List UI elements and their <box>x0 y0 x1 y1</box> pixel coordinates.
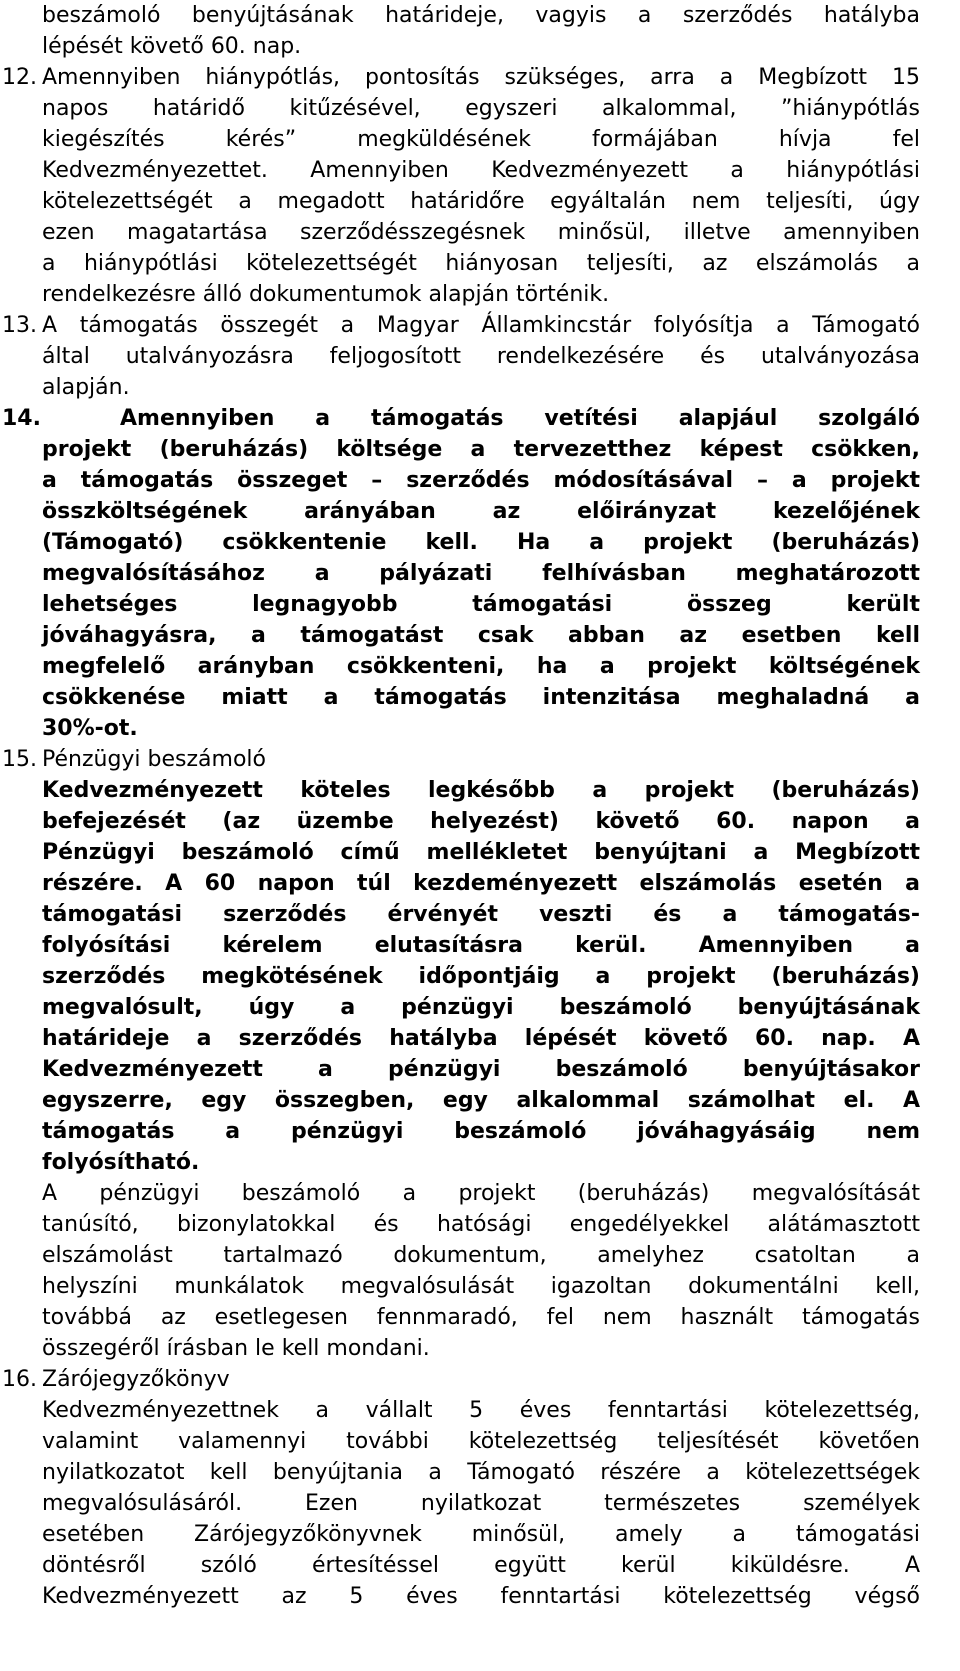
text-line: folyósítható. <box>42 1150 200 1175</box>
text-line: lépését követő 60. nap. <box>42 34 302 59</box>
text-line: döntésről szóló értesítéssel együtt kerül kiküldésre. A <box>42 1553 920 1578</box>
text-line: továbbá az esetlegesen fennmaradó, fel nem használt támogatás <box>42 1305 920 1330</box>
text-line: elszámolást tartalmazó dokumentum, amelyhez csatoltan a <box>42 1243 920 1268</box>
text-line: (Támogató) csökkentenie kell. Ha a projekt (beruházás) <box>42 530 920 555</box>
text-line: által utalványozásra feljogosított rendelkezésére és utalványozása <box>42 344 920 369</box>
text-line: projekt (beruházás) költsége a tervezetthez képest csökken, <box>42 437 920 462</box>
text-line: folyósítási kérelem elutasításra kerül. Amennyiben a <box>42 933 920 958</box>
text-line: kiegészítés kérés” megküldésének formájában hívja fel <box>42 127 920 152</box>
text-line: megvalósulásáról. Ezen nyilatkozat természetes személyek <box>42 1491 920 1516</box>
text-line: támogatási szerződés érvényét veszti és a támogatás- <box>42 902 920 927</box>
text-line: megvalósult, úgy a pénzügyi beszámoló benyújtásának <box>42 995 920 1020</box>
text-line: nyilatkozatot kell benyújtania a Támogató részére a kötelezettségek <box>42 1460 920 1485</box>
text-line: Kedvezményezett az 5 éves fenntartási kötelezettség végső <box>42 1584 920 1609</box>
text-line: a támogatás összeget – szerződés módosításával – a projekt <box>42 468 920 493</box>
text-line: csökkenése miatt a támogatás intenzitása meghaladná a <box>42 685 920 710</box>
text-line: támogatás a pénzügyi beszámoló jóváhagyásáig nem <box>42 1119 920 1144</box>
text-line: megvalósításához a pályázati felhívásban meghatározott <box>42 561 920 586</box>
text-line: határideje a szerződés hatályba lépését követő 60. nap. A <box>42 1026 920 1051</box>
text-line: megfelelő arányban csökkenteni, ha a projekt költségének <box>42 654 920 679</box>
text-line: a hiánypótlási kötelezettségét hiányosan teljesíti, az elszámolás a <box>42 251 920 276</box>
item-number: 12. <box>2 65 37 90</box>
text-line: beszámoló benyújtásának határideje, vagyis a szerződés hatályba <box>42 3 920 28</box>
text-line: jóváhagyásra, a támogatást csak abban az esetben kell <box>42 623 920 648</box>
text-line: szerződés megkötésének időpontjáig a projekt (beruházás) <box>42 964 920 989</box>
text-line: összegéről írásban le kell mondani. <box>42 1336 430 1361</box>
text-line: Kedvezményezett a pénzügyi beszámoló benyújtásakor <box>42 1057 920 1082</box>
text-line: ezen magatartása szerződésszegésnek minősül, illetve amennyiben <box>42 220 920 245</box>
item-number: 14. <box>2 406 41 431</box>
text-line: rendelkezésre álló dokumentumok alapján történik. <box>42 282 610 307</box>
text-line: napos határidő kitűzésével, egyszeri alkalommal, ”hiánypótlás <box>42 96 920 121</box>
text-line: egyszerre, egy összegben, egy alkalommal számolhat el. A <box>42 1088 920 1113</box>
text-line: A támogatás összegét a Magyar Államkincstár folyósítja a Támogató <box>42 313 920 338</box>
text-line: kötelezettségét a megadott határidőre egyáltalán nem teljesíti, úgy <box>42 189 920 214</box>
item-number: 16. <box>2 1367 37 1392</box>
section-heading: Pénzügyi beszámoló <box>42 747 266 772</box>
item-number: 15. <box>2 747 37 772</box>
section-heading: Zárójegyzőkönyv <box>42 1367 230 1392</box>
text-line: valamint valamennyi további kötelezettség teljesítését követően <box>42 1429 920 1454</box>
text-line: Pénzügyi beszámoló című mellékletet benyújtani a Megbízott <box>42 840 920 865</box>
text-line: tanúsító, bizonylatokkal és hatósági engedélyekkel alátámasztott <box>42 1212 920 1237</box>
text-line: esetében Zárójegyzőkönyvnek minősül, amely a támogatási <box>42 1522 920 1547</box>
text-line: 30%-ot. <box>42 716 138 741</box>
text-line: alapján. <box>42 375 130 400</box>
text-line: Kedvezményezettet. Amennyiben Kedvezményezett a hiánypótlási <box>42 158 920 183</box>
text-line: részére. A 60 napon túl kezdeményezett elszámolás esetén a <box>42 871 920 896</box>
text-line: helyszíni munkálatok megvalósulását igazoltan dokumentálni kell, <box>42 1274 920 1299</box>
text-line: Amennyiben hiánypótlás, pontosítás szükséges, arra a Megbízott 15 <box>42 65 920 90</box>
item-number: 13. <box>2 313 37 338</box>
text-line: Kedvezményezettnek a vállalt 5 éves fenntartási kötelezettség, <box>42 1398 920 1423</box>
text-line: A pénzügyi beszámoló a projekt (beruházás) megvalósítását <box>42 1181 920 1206</box>
text-line: befejezését (az üzembe helyezést) követő 60. napon a <box>42 809 920 834</box>
text-line: összköltségének arányában az előirányzat kezelőjének <box>42 499 920 524</box>
text-line: Amennyiben a támogatás vetítési alapjául szolgáló <box>120 406 920 431</box>
text-line: lehetséges legnagyobb támogatási összeg került <box>42 592 920 617</box>
text-line: Kedvezményezett köteles legkésőbb a projekt (beruházás) <box>42 778 920 803</box>
